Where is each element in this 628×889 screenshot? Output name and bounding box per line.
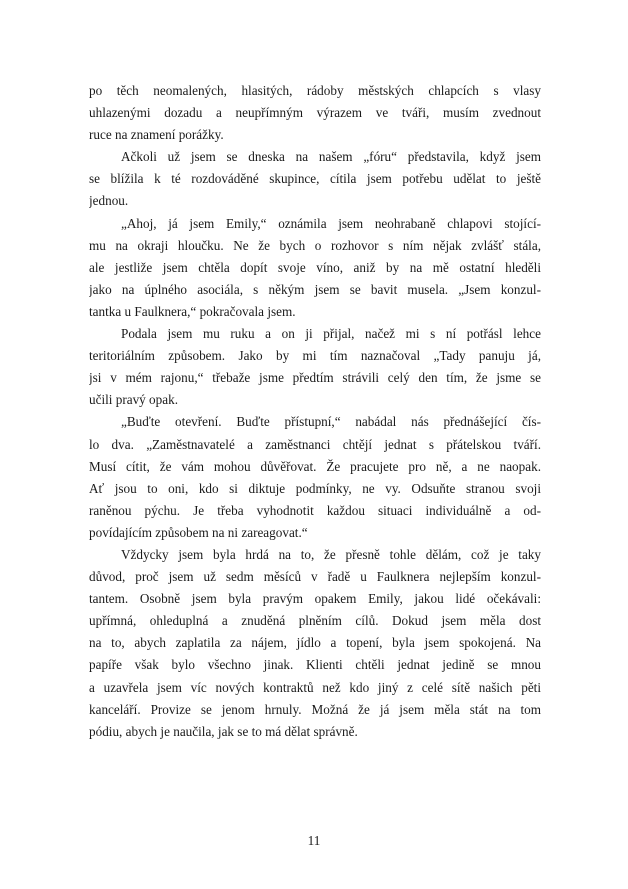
text-line: mu na okraji hloučku. Ne že bych o rozhovor s ním nějak zvlášť stála, (89, 237, 541, 253)
text-line: teritoriálním způsobem. Jako by mi tím naznačoval „Tady panuju já, (89, 348, 541, 364)
text-line: papíře však bylo všechno jinak. Klienti chtěli jednat jedině se mnou (89, 657, 541, 673)
text-line: se blížila k té rozdováděné skupince, cítila jsem potřebu udělat to ještě (89, 171, 541, 187)
page-number: 11 (307, 833, 321, 848)
text-line: „Ahoj, já jsem Emily,“ oznámila jsem neohrabaně chlapovi stojící- (121, 215, 541, 231)
text-line: tantem. Osobně jsem byla pravým opakem Emily, jakou lidé očekávali: (89, 591, 541, 607)
text-line: jsi v mém rajonu,“ třebaže jsme předtím strávili celý den tím, že jsme se (89, 370, 541, 386)
text-line: Ačkoli už jsem se dneska na našem „fóru“ představila, když jsem (121, 149, 541, 165)
text-line: „Buďte otevření. Buďte přístupní,“ nabádal nás přednášející čís- (121, 414, 541, 430)
text-line: uhlazenými dozadu a neupřímným výrazem ve tváři, musím zvednout (89, 105, 541, 121)
text-line: Ať jsou to oni, kdo si diktuje podmínky, ne vy. Odsuňte stranou svoji (89, 480, 541, 496)
text-line: kanceláří. Provize se jenom hrnuly. Možná že já jsem měla stát na tom (89, 701, 541, 717)
text-line: po těch neomalených, hlasitých, rádoby městských chlapcích s vlasy (89, 83, 541, 98)
text-line: na to, abych zaplatila za nájem, jídlo a topení, byla jsem spokojená. Na (89, 635, 541, 651)
text-line: učili pravý opak. (89, 392, 178, 408)
text-line: tantka u Faulknera,“ pokračovala jsem. (89, 303, 296, 319)
text-line: ruce na znamení porážky. (89, 127, 224, 143)
text-line: a uzavřela jsem víc nových kontraktů než kdo jiný z celé sítě našich pěti (89, 679, 541, 695)
text-line: Musí cítit, že vám mohou důvěřovat. Že pracujete pro ně, a ne naopak. (89, 458, 541, 474)
text-line: raněnou pýchu. Je třeba vyhodnotit každou situaci individuálně a od- (89, 502, 541, 518)
text-line: upřímná, ohleduplná a znuděná plněním cílů. Dokud jsem měla dost (89, 613, 541, 629)
text-line: Podala jsem mu ruku a on ji přijal, načež mi s ní potřásl lehce (121, 326, 541, 342)
text-line: jako na úplného asociála, s někým jsem se bavit musela. „Jsem konzul- (89, 281, 541, 297)
text-line: pódiu, abych je naučila, jak se to má dělat správně. (89, 723, 358, 739)
text-line: ale jestliže jsem chtěla dopít svoje víno, aniž by na mě ostatní hleděli (89, 259, 541, 275)
body-text (89, 80, 541, 743)
text-line: lo dva. „Zaměstnavatelé a zaměstnanci chtějí jednat s přátelskou tváří. (89, 436, 541, 452)
text-line: důvod, proč jsem už sedm měsíců v řadě u Faulknera nejlepším konzul- (89, 569, 541, 585)
text-line: Vždycky jsem byla hrdá na to, že přesně tohle dělám, což je taky (121, 546, 541, 562)
text-line: povídajícím způsobem na ni zareagovat.“ (89, 524, 308, 540)
text-line: jednou. (89, 193, 129, 209)
